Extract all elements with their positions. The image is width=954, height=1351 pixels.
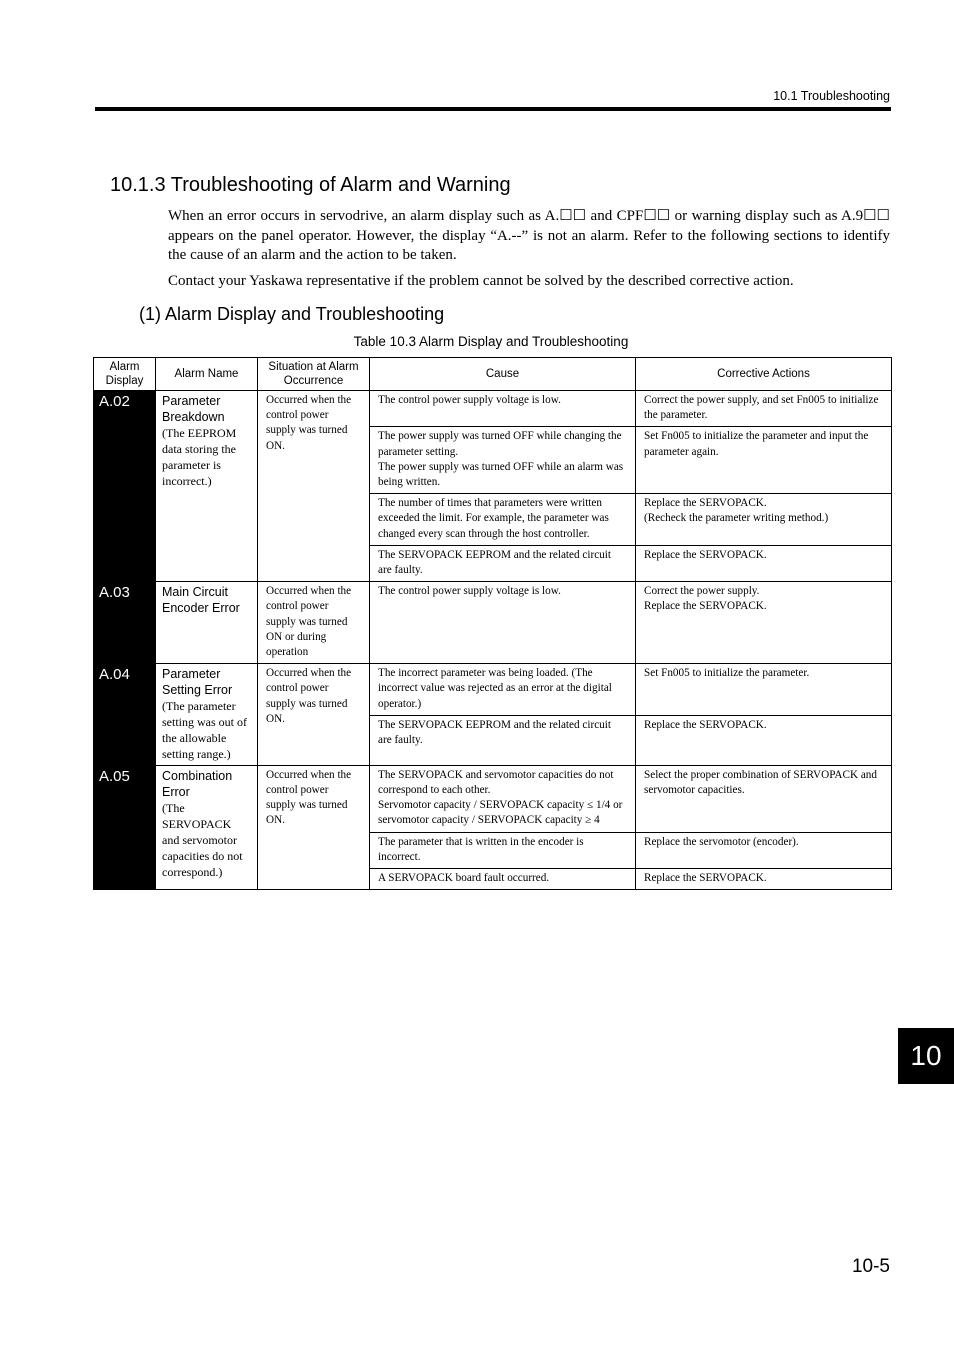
cause-text: The power supply was turned OFF while changing the parameter setting. <box>378 430 622 458</box>
corrective-action-cell <box>636 664 892 716</box>
alarm-name-title: Combination Error <box>162 768 233 799</box>
corrective-action-cell <box>636 715 892 765</box>
alarm-name <box>156 664 258 766</box>
alarm-code: A.04 <box>94 664 156 766</box>
header-alarm-display: Alarm Display <box>94 358 156 391</box>
cause-text: The number of times that parameters were written exceeded the limit. For example, the parameter was changed every scan through the host controller. <box>378 497 609 540</box>
table-caption: Table 10.3 Alarm Display and Troubleshooting <box>353 334 629 349</box>
cause-text: The SERVOPACK and servomotor capacities do not correspond to each other. <box>378 768 614 797</box>
header-situation: Situation at Alarm Occurrence <box>258 358 370 391</box>
corrective-action-text: Replace the SERVOPACK. <box>644 872 767 885</box>
alarm-table-body <box>94 391 892 890</box>
alarm-situation: Occurred when the control power supply was turned ON. <box>258 391 370 582</box>
cause-text: The control power supply voltage is low. <box>378 585 561 598</box>
alarm-name <box>156 765 258 890</box>
alarm-code: A.03 <box>94 582 156 664</box>
intro-text <box>168 207 890 297</box>
subsection-title: (1) Alarm Display and Troubleshooting <box>139 304 445 324</box>
cause-text: The control power supply voltage is low. <box>378 394 561 406</box>
corrective-action-text: Set Fn005 to initialize the parameter. <box>644 667 810 680</box>
corrective-action-text: Correct the power supply. <box>644 585 760 598</box>
alarm-name-description: (The SERVOPACK and servomotor capacities do not correspond.) <box>162 800 243 879</box>
cause-text: The SERVOPACK EEPROM and the related circuit are faulty. <box>378 718 611 747</box>
corrective-action-text: Set Fn005 to initialize the parameter and input the parameter again. <box>644 430 869 458</box>
intro-paragraph-2: Contact your Yaskawa representative if the problem cannot be solved by the described corrective action. <box>168 272 794 289</box>
cause-cell <box>370 664 636 716</box>
running-header: 10.1 Troubleshooting <box>773 89 890 103</box>
alarm-name-title: Main Circuit Encoder Error <box>162 585 240 616</box>
corrective-action-cell <box>636 494 892 546</box>
section-title: 10.1.3 Troubleshooting of Alarm and Warning <box>110 174 511 196</box>
cause-text: The parameter that is written in the encoder is incorrect. <box>378 835 584 864</box>
corrective-action-text: Replace the SERVOPACK. <box>644 548 767 561</box>
cause-cell <box>370 832 636 868</box>
cause-text: The incorrect parameter was being loaded. (The incorrect value was rejected as an error at the digital operator.) <box>378 667 612 710</box>
corrective-action-cell <box>636 545 892 581</box>
alarm-table <box>93 357 892 890</box>
alarm-name-title: Parameter Setting Error <box>162 667 233 698</box>
table-row <box>94 391 892 427</box>
cause-cell <box>370 715 636 765</box>
table-row <box>94 765 892 832</box>
alarm-situation: Occurred when the control power supply was turned ON or during operation <box>258 582 370 664</box>
corrective-action-cell <box>636 832 892 868</box>
alarm-name-title: Parameter Breakdown <box>162 394 225 424</box>
corrective-action-cell <box>636 391 892 427</box>
alarm-situation: Occurred when the control power supply was turned ON. <box>258 664 370 766</box>
corrective-action-text: Select the proper combination of SERVOPACK and servomotor capacities. <box>644 768 877 797</box>
table-header-row <box>94 358 892 391</box>
alarm-name <box>156 582 258 664</box>
cause-cell <box>370 427 636 494</box>
cause-cell <box>370 494 636 546</box>
corrective-action-cell <box>636 427 892 494</box>
alarm-code: A.02 <box>94 391 156 582</box>
header-corrective-actions: Corrective Actions <box>636 358 892 391</box>
cause-text: A SERVOPACK board fault occurred. <box>378 872 550 885</box>
cause-cell <box>370 582 636 664</box>
table-row <box>94 664 892 716</box>
header-rule <box>95 107 891 111</box>
alarm-situation: Occurred when the control power supply was turned ON. <box>258 765 370 890</box>
alarm-code: A.05 <box>94 765 156 890</box>
corrective-action-text: Replace the SERVOPACK. <box>644 600 767 613</box>
page-number: 10-5 <box>851 1256 890 1277</box>
alarm-name <box>156 391 258 582</box>
corrective-action-cell <box>636 869 892 890</box>
corrective-action-cell <box>636 582 892 664</box>
cause-text: The power supply was turned OFF while an alarm was being written. <box>378 460 624 489</box>
table-row <box>94 582 892 664</box>
chapter-tab: 10 <box>898 1028 954 1084</box>
header-cause: Cause <box>370 358 636 391</box>
cause-text: Servomotor capacity / SERVOPACK capacity ≤ 1/4 or servomotor capacity / SERVOPACK capacity ≥ 4 <box>378 799 623 827</box>
intro-paragraph-1: When an error occurs in servodrive, an alarm display such as A.☐☐ and CPF☐☐ or warning display such as A.9☐☐ appears on the panel operator. However, the display “A.--” is not an alarm. Refer to the following sections to identify the cause of an alarm and the action to be taken. <box>168 208 890 263</box>
header-alarm-name: Alarm Name <box>156 358 258 391</box>
corrective-action-text: (Recheck the parameter writing method.) <box>644 512 829 525</box>
cause-text: The SERVOPACK EEPROM and the related circuit are faulty. <box>378 548 611 577</box>
cause-cell <box>370 545 636 581</box>
cause-cell <box>370 765 636 832</box>
corrective-action-text: Correct the power supply, and set Fn005 to initialize the parameter. <box>644 394 879 422</box>
alarm-name-description: (The EEPROM data storing the parameter is incorrect.) <box>162 426 237 488</box>
corrective-action-text: Replace the SERVOPACK. <box>644 718 767 731</box>
cause-cell <box>370 391 636 427</box>
corrective-action-text: Replace the servomotor (encoder). <box>644 835 799 848</box>
corrective-action-text: Replace the SERVOPACK. <box>644 497 767 510</box>
alarm-name-description: (The parameter setting was out of the allowable setting range.) <box>162 699 247 762</box>
cause-cell <box>370 869 636 890</box>
corrective-action-cell <box>636 765 892 832</box>
